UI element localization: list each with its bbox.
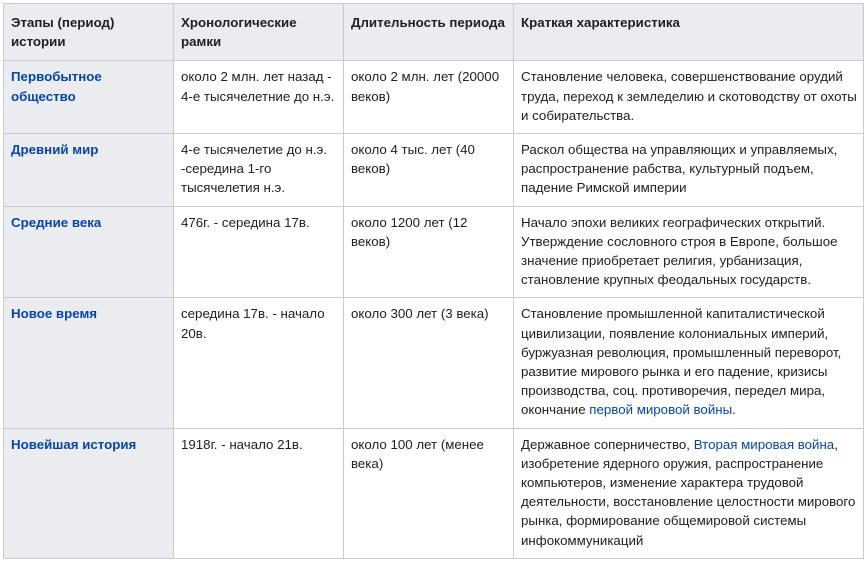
chronology-cell: около 2 млн. лет назад - 4-е тысячелетние до н.э. xyxy=(174,61,344,134)
stage-link-primitive-society[interactable]: Первобытное общество xyxy=(11,69,102,104)
stage-link-ancient-world[interactable]: Древний мир xyxy=(11,142,99,158)
duration-cell: около 2 млн. лет (20000 веков) xyxy=(344,61,514,134)
history-periods-table xyxy=(3,3,864,559)
chronology-cell: середина 17в. - начало 20в. xyxy=(174,298,344,428)
description-text: Державное соперничество, xyxy=(521,436,694,452)
table-row xyxy=(4,298,864,428)
description-cell: Становление человека, совершенствование орудий труда, переход к земледелию и скотоводству от охоты и собирательства. xyxy=(514,61,864,134)
description-text: , изобретение ядерного оружия, распространение компьютеров, изменение характера трудовой деятельности, восстановление целостности мирового рынка, формирование общемировой системы инфокоммуникаций xyxy=(521,436,856,548)
duration-cell: около 1200 лет (12 веков) xyxy=(344,206,514,298)
table-row xyxy=(4,61,864,134)
description-text: . xyxy=(732,402,736,418)
table-header-row xyxy=(4,4,864,61)
table-row xyxy=(4,428,864,558)
stage-link-middle-ages[interactable]: Средние века xyxy=(11,214,102,230)
wwi-link[interactable]: первой мировой войны xyxy=(589,402,733,418)
stage-cell xyxy=(4,61,174,134)
stage-link-contemporary-history[interactable]: Новейшая история xyxy=(11,436,137,452)
description-cell xyxy=(514,428,864,558)
stage-cell xyxy=(4,134,174,207)
header-description: Краткая характеристика xyxy=(514,4,864,61)
stage-link-modern-era[interactable]: Новое время xyxy=(11,306,98,322)
duration-cell: около 100 лет (менее века) xyxy=(344,428,514,558)
header-stage: Этапы (период) истории xyxy=(4,4,174,61)
description-text: Становление промышленной капиталистической цивилизации, появление колониальных империй, буржуазная революция, промышленный переворот, развитие мирового рынка и его падение, кризисы производства, соц. противоречия, передел мира, окончание xyxy=(521,306,842,418)
chronology-cell: 476г. - середина 17в. xyxy=(174,206,344,298)
table-row xyxy=(4,134,864,207)
stage-cell xyxy=(4,428,174,558)
duration-cell: около 4 тыс. лет (40 веков) xyxy=(344,134,514,207)
description-cell xyxy=(514,298,864,428)
description-cell: Начало эпохи великих географических открытий. Утверждение сословного строя в Европе, большое значение приобретает религия, урбанизация, становление крупных феодальных государств. xyxy=(514,206,864,298)
duration-cell: около 300 лет (3 века) xyxy=(344,298,514,428)
chronology-cell: 4-е тысячелетие до н.э. -середина 1-го тысячелетия н.э. xyxy=(174,134,344,207)
stage-cell xyxy=(4,206,174,298)
stage-cell xyxy=(4,298,174,428)
chronology-cell: 1918г. - начало 21в. xyxy=(174,428,344,558)
wwii-link[interactable]: Вторая мировая война xyxy=(693,436,835,452)
description-cell: Раскол общества на управляющих и управляемых, распространение рабства, культурный подъем, падение Римской империи xyxy=(514,134,864,207)
header-duration: Длительность периода xyxy=(344,4,514,61)
table-row xyxy=(4,206,864,298)
header-chronology: Хронологические рамки xyxy=(174,4,344,61)
